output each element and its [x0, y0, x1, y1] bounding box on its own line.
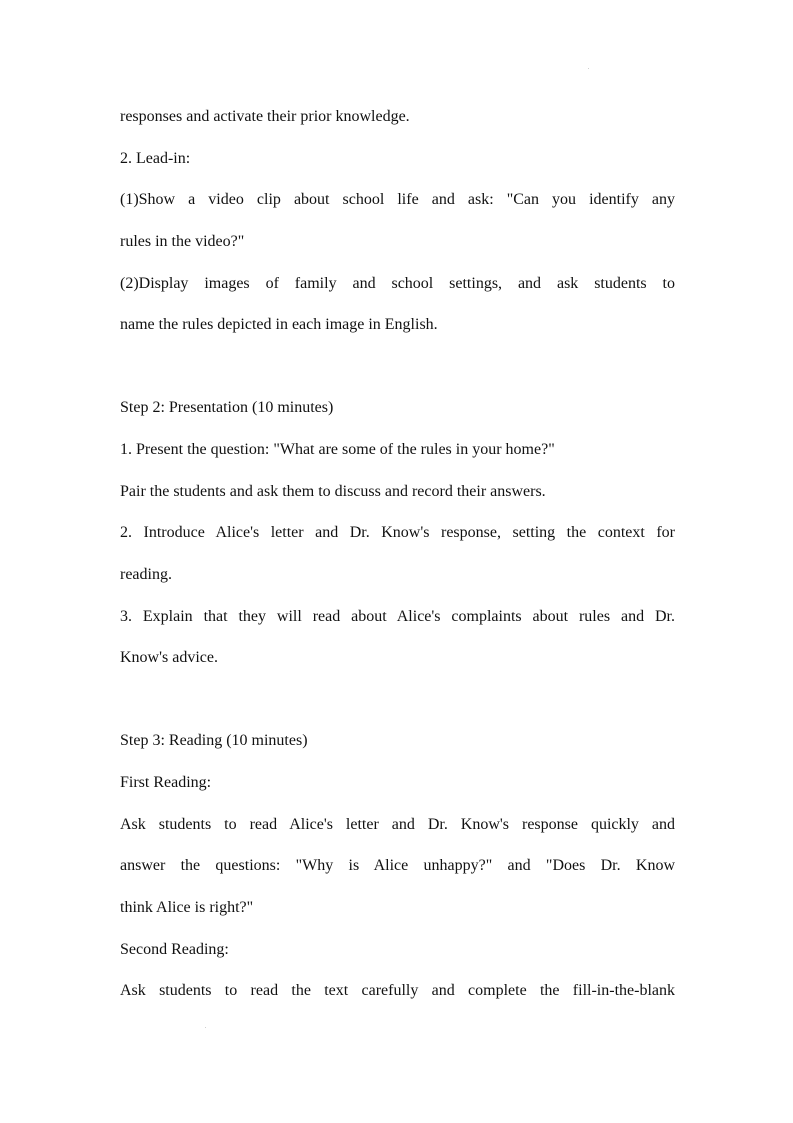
text-line-lead-in-2a: (2)Display images of family and school settings, and ask students to [120, 275, 675, 292]
text-line-lead-in-heading: 2. Lead-in: [120, 150, 191, 167]
text-line-explain-b: Know's advice. [120, 649, 218, 666]
text-line-second-reading-a: Ask students to read the text carefully and complete the fill-in-the-blank [120, 982, 675, 999]
step-2-heading: Step 2: Presentation (10 minutes) [120, 399, 334, 416]
second-reading-heading: Second Reading: [120, 941, 229, 958]
step-3-heading: Step 3: Reading (10 minutes) [120, 732, 308, 749]
scan-speck [205, 1027, 206, 1028]
text-line-lead-in-2b: name the rules depicted in each image in English. [120, 316, 438, 333]
first-reading-heading: First Reading: [120, 774, 212, 791]
text-line-present-question: 1. Present the question: "What are some of the rules in your home?" [120, 441, 555, 458]
text-line-first-reading-b: answer the questions: "Why is Alice unhappy?" and "Does Dr. Know [120, 857, 675, 874]
scan-speck [588, 68, 589, 69]
text-line-intro-continuation: responses and activate their prior knowledge. [120, 108, 410, 125]
text-line-first-reading-c: think Alice is right?" [120, 899, 254, 916]
text-line-introduce-letter-b: reading. [120, 566, 172, 583]
text-line-pair-students: Pair the students and ask them to discuss and record their answers. [120, 483, 546, 500]
text-line-explain-a: 3. Explain that they will read about Alice's complaints about rules and Dr. [120, 608, 675, 625]
text-line-lead-in-1a: (1)Show a video clip about school life and ask: "Can you identify any [120, 191, 675, 208]
text-line-lead-in-1b: rules in the video?" [120, 233, 245, 250]
text-line-introduce-letter-a: 2. Introduce Alice's letter and Dr. Know's response, setting the context for [120, 524, 675, 541]
text-line-first-reading-a: Ask students to read Alice's letter and Dr. Know's response quickly and [120, 816, 675, 833]
